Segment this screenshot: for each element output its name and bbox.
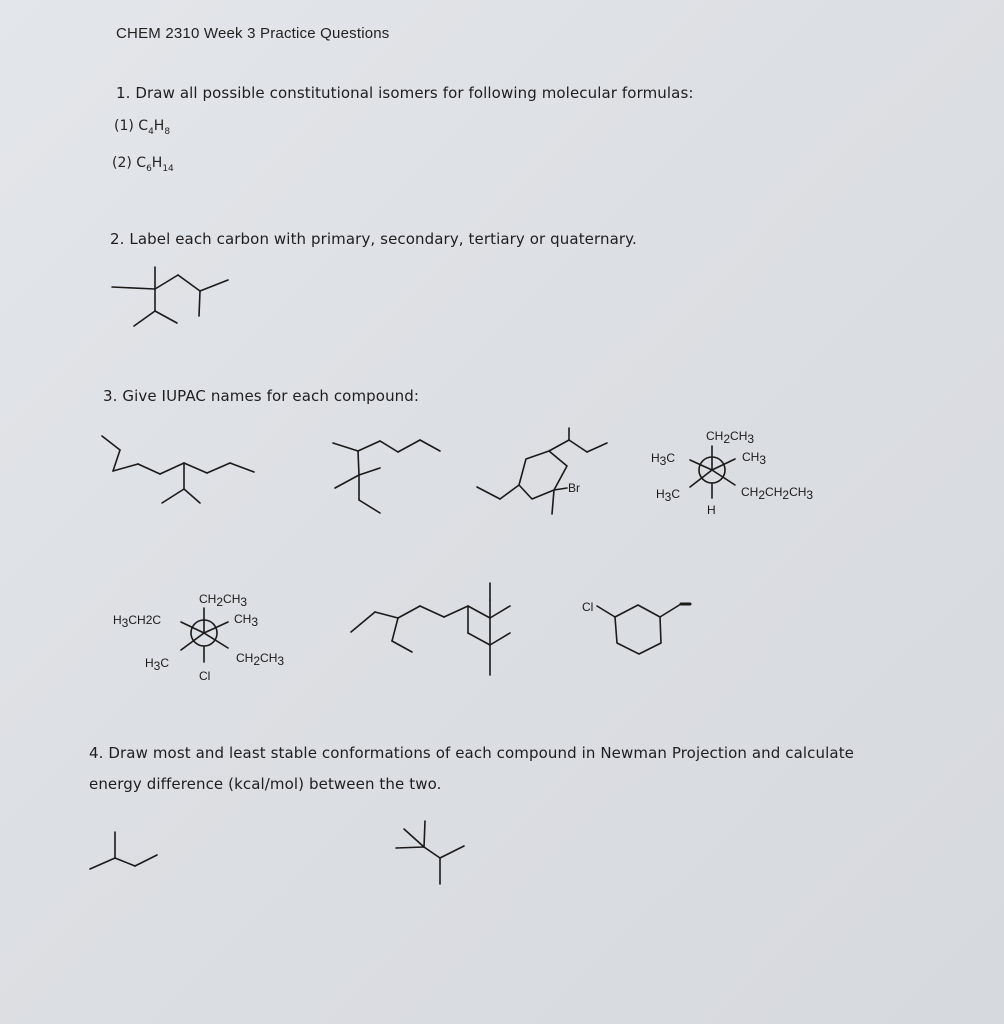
newman-2-bottom-group: Cl — [199, 669, 211, 683]
formula-1-h-sub: 8 — [164, 126, 171, 137]
bromine-label: Br — [568, 481, 580, 495]
newman-1-lower-left-group: H3C — [656, 487, 681, 504]
question-1-text: 1. Draw all possible constitutional isomers for following molecular formulas: — [116, 84, 694, 102]
q3-molecule-2 — [333, 440, 440, 513]
question-4-text-line2: energy difference (kcal/mol) between the two. — [89, 775, 442, 793]
formula-1-h: H — [153, 118, 165, 134]
formula-1-c: C — [138, 118, 149, 134]
newman-1-lower-right-group: CH2CH2CH3 — [741, 485, 814, 502]
formula-2-label: (2) — [112, 155, 137, 171]
q4-molecule-2 — [396, 821, 464, 884]
formula-1-label: (1) — [114, 118, 139, 134]
formula-1-c-sub: 4 — [148, 126, 154, 137]
newman-2-left-group: H3CH2C — [113, 613, 162, 630]
question-4-text-line1: 4. Draw most and least stable conformations of each compound in Newman Projection and calculate — [89, 744, 855, 762]
q3-molecule-1 — [102, 436, 254, 503]
q4-molecule-1 — [90, 832, 157, 869]
q3-molecule-3 — [477, 428, 607, 514]
newman-2-top-group: CH2CH3 — [199, 592, 248, 609]
newman-1-right-group: CH3 — [742, 450, 767, 467]
page-title: CHEM 2310 Week 3 Practice Questions — [116, 25, 390, 42]
q2-skeletal-structure — [112, 267, 228, 326]
formula-2-h: H — [151, 155, 163, 171]
q3-newman-projection-2 — [113, 592, 284, 683]
newman-2-lower-right-group: CH2CH3 — [236, 651, 285, 668]
question-2-text: 2. Label each carbon with primary, secondary, tertiary or quaternary. — [110, 230, 637, 248]
question-3-text: 3. Give IUPAC names for each compound: — [103, 387, 420, 405]
formula-2-c: C — [136, 155, 147, 171]
q3-molecule-6 — [351, 583, 510, 675]
newman-1-bottom-group: H — [707, 503, 716, 517]
q3-molecule-7 — [582, 600, 690, 654]
newman-2-lower-left-group: H3C — [145, 656, 170, 673]
formula-2-h-sub: 14 — [162, 163, 174, 174]
newman-2-right-group: CH3 — [234, 612, 259, 629]
q3-newman-projection-1 — [651, 429, 813, 517]
formula-2-c-sub: 6 — [146, 163, 152, 174]
newman-1-top-group: CH2CH3 — [706, 429, 755, 446]
newman-1-left-group: H3C — [651, 451, 676, 468]
chlorine-label: Cl — [582, 600, 594, 614]
